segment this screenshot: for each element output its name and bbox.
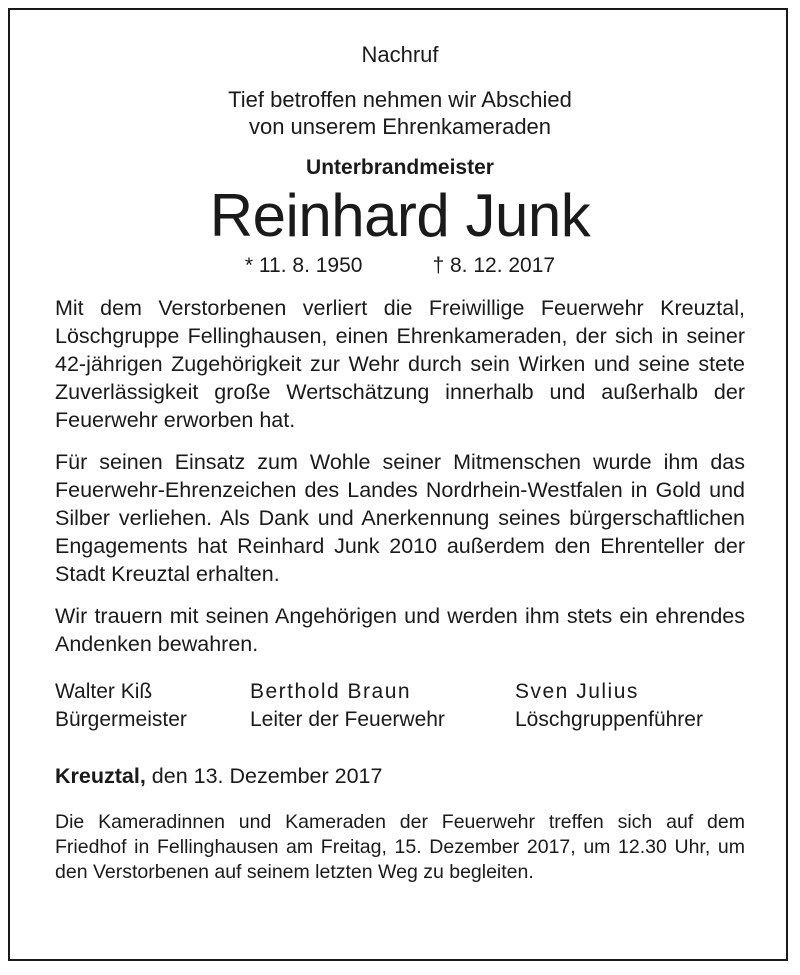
life-dates xyxy=(55,252,745,280)
signatory-title: Bürgermeister xyxy=(55,708,187,731)
signatory xyxy=(55,678,250,734)
deceased-rank: Unterbrandmeister xyxy=(306,156,494,179)
deceased-name: Reinhard Junk xyxy=(209,182,591,249)
signatory-name: Sven Julius xyxy=(515,680,639,703)
paragraph-3: Wir trauern mit seinen Angehörigen und werden ihm stets ein ehrendes Andenken bewahren. xyxy=(55,604,745,656)
intro-line-1: Tief betroffen nehmen wir Abschied xyxy=(228,87,572,112)
place: Kreuztal, xyxy=(55,764,146,788)
signatories xyxy=(55,678,745,734)
signatory-title: Löschgruppenführer xyxy=(515,708,703,731)
signatory-name: Berthold Braun xyxy=(250,680,412,703)
signatory-name: Walter Kiß xyxy=(55,680,153,703)
notice-heading: Nachruf xyxy=(361,42,439,67)
place-date-line xyxy=(55,762,745,790)
signatory-title: Leiter der Feuerwehr xyxy=(250,708,445,731)
date: den 13. Dezember 2017 xyxy=(145,764,383,788)
birth-date: * 11. 8. 1950 xyxy=(244,254,363,277)
death-date: † 8. 12. 2017 xyxy=(432,254,556,277)
paragraph-2: Für seinen Einsatz zum Wohle seiner Mitmenschen wurde ihm das Feuerwehr-Ehrenzeichen des Landes Nordrhein-Westfalen in Gold und Silber verliehen. Als Dank und Anerkennung seines bürgerschaftlichen Engagements hat Reinhard Junk 2010 außerdem den Ehrenteller der Stadt Kreuztal erhalten. xyxy=(55,450,745,586)
intro-text xyxy=(55,86,745,140)
paragraph-1: Mit dem Verstorbenen verliert die Freiwillige Feuerwehr Kreuztal, Löschgruppe Fellinghausen, einen Ehrenkameraden, der sich in seiner 42-jährigen Zugehörigkeit zur Wehr durch sein Wirken und seine stete Zuverlässigkeit große Wertschätzung innerhalb und außerhalb der Feuerwehr erworben hat. xyxy=(55,296,745,432)
signatory xyxy=(250,678,515,734)
intro-line-2: von unserem Ehrenkameraden xyxy=(248,114,552,139)
signatory xyxy=(515,678,745,734)
funeral-info: Die Kameradinnen und Kameraden der Feuerwehr treffen sich auf dem Friedhof in Fellinghausen am Freitag, 15. Dezember 2017, um 12.30 Uhr, um den Verstorbenen auf seinem letzten Weg zu begleiten. xyxy=(55,811,745,883)
obituary-notice xyxy=(55,40,745,885)
